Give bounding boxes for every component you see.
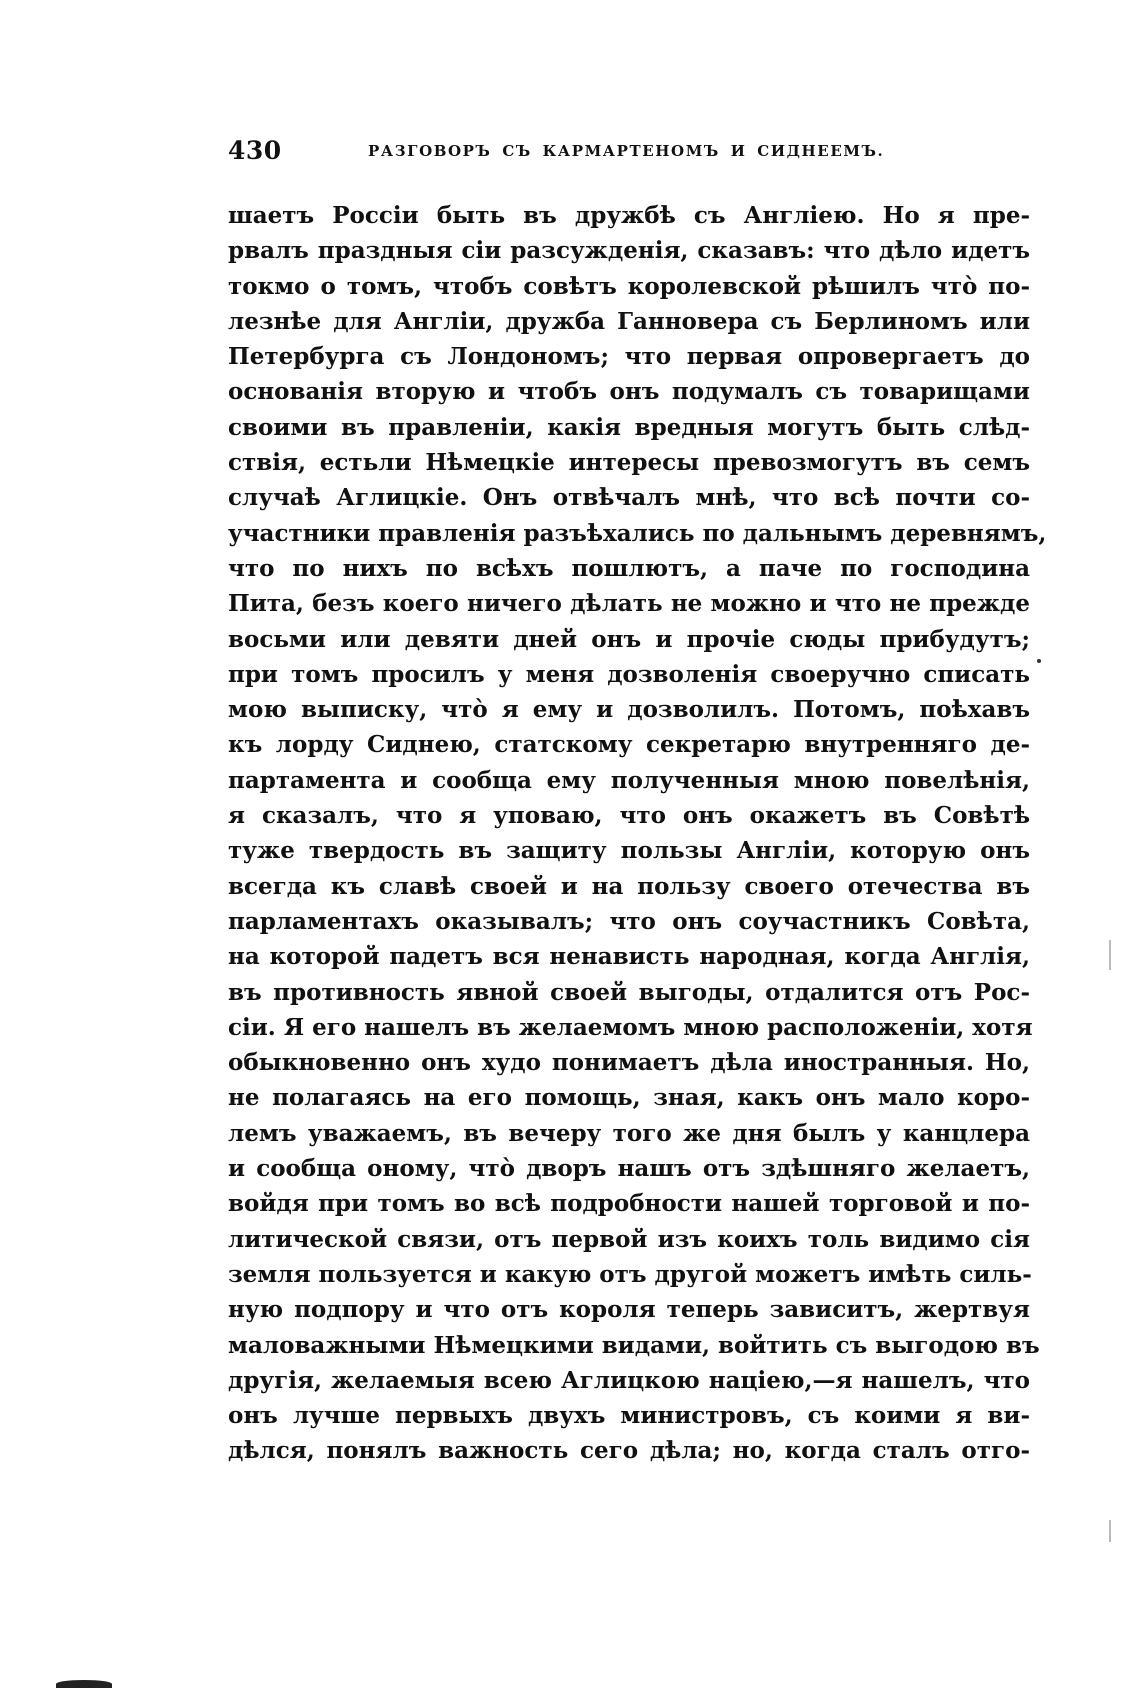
text-line: не полагаясь на его помощь, зная, какъ онъ мало коро-	[228, 1084, 1030, 1112]
text-line: шаетъ Россіи быть въ дружбѣ съ Англіею. Но я пре-	[228, 202, 1030, 229]
text-line: что по нихъ по всѣхъ пошлютъ, а паче по господина	[228, 554, 1030, 582]
margin-mark	[1109, 940, 1111, 970]
text-line: рвалъ праздныя сіи разсужденія, сказавъ: что дѣло идетъ	[228, 237, 1030, 265]
text-line: сіи. Я его нашелъ въ желаемомъ мною расположеніи, хотя	[228, 1013, 1033, 1041]
text-line: дѣлся, понялъ важность сего дѣла; но, когда сталъ отго-	[228, 1437, 1030, 1465]
text-line: своими въ правленіи, какія вредныя могутъ быть слѣд-	[228, 413, 1030, 441]
text-line: Пита, безъ коего ничего дѣлать не можно и что не прежде	[228, 590, 1030, 618]
text-line: туже твердость въ защиту пользы Англіи, которую онъ	[228, 837, 1030, 865]
text-line: восьми или девяти дней онъ и прочіе сюды прибудутъ;	[228, 625, 1030, 653]
text-line: другія, желаемыя всею Аглицкою націею,—я нашелъ, что	[228, 1366, 1030, 1394]
text-line: къ лорду Сиднею, статскому секретарю внутренняго де-	[228, 731, 1030, 759]
text-line: на которой падетъ вся ненависть народная, когда Англія,	[228, 943, 1030, 971]
text-line: Петербурга съ Лондономъ; что первая опровергаетъ до	[228, 343, 1030, 371]
scan-smudge	[56, 1680, 112, 1688]
margin-dot	[1037, 659, 1041, 663]
text-line: ствія, естьли Нѣмецкіе интересы превозмогутъ въ семъ	[228, 449, 1030, 477]
text-line: лезнѣе для Англіи, дружба Ганновера съ Берлиномъ или	[228, 307, 1030, 335]
text-line: обыкновенно онъ худо понимаетъ дѣла иностранныя. Но,	[228, 1049, 1030, 1077]
page-number: 430	[228, 136, 282, 165]
text-line: участники правленія разъѣхались по дальнымъ деревнямъ,	[228, 519, 1047, 547]
text-line: основанія вторую и чтобъ онъ подумалъ съ товарищами	[228, 378, 1030, 406]
text-line: онъ лучше первыхъ двухъ министровъ, съ коими я ви-	[228, 1402, 1030, 1430]
text-line: и сообща оному, что̀ дворъ нашъ отъ здѣшняго желаетъ,	[228, 1155, 1030, 1183]
text-line: лемъ уважаемъ, въ вечеру того же дня былъ у канцлера	[228, 1119, 1030, 1147]
text-line: я сказалъ, что я уповаю, что онъ окажетъ въ Совѣтѣ	[228, 802, 1030, 830]
text-line: маловажными Нѣмецкими видами, войтить съ выгодою въ	[228, 1331, 1040, 1359]
text-line: случаѣ Аглицкіе. Онъ отвѣчалъ мнѣ, что всѣ почти со-	[228, 484, 1030, 512]
text-line: литической связи, отъ первой изъ коихъ толь видимо сія	[228, 1225, 1030, 1253]
body-text	[228, 198, 1047, 1469]
text-line: въ противность явной своей выгоды, отдалится отъ Рос-	[228, 978, 1030, 1006]
text-line: токмо о томъ, чтобъ совѣтъ королевской рѣшилъ что̀ по-	[228, 272, 1030, 300]
text-line: ную подпору и что отъ короля теперь зависитъ, жертвуя	[228, 1296, 1030, 1324]
running-head: РАЗГОВОРЪ СЪ КАРМАРТЕНОМЪ И СИДНЕЕМЪ.	[368, 142, 885, 160]
text-line: войдя при томъ во всѣ подробности нашей торговой и по-	[228, 1190, 1030, 1218]
margin-mark	[1109, 1520, 1111, 1542]
text-line: партамента и сообща ему полученныя мною повелѣнія,	[228, 766, 1030, 794]
text-line: при томъ просилъ у меня дозволенія своеручно списать	[228, 660, 1030, 688]
text-line: парламентахъ оказывалъ; что онъ соучастникъ Совѣта,	[228, 907, 1030, 935]
text-line: всегда къ славѣ своей и на пользу своего отечества въ	[228, 872, 1030, 900]
text-line: мою выписку, что̀ я ему и дозволилъ. Потомъ, поѣхавъ	[228, 696, 1030, 724]
text-line: земля пользуется и какую отъ другой можетъ имѣть силь-	[228, 1260, 1032, 1288]
page-header	[228, 136, 1028, 168]
